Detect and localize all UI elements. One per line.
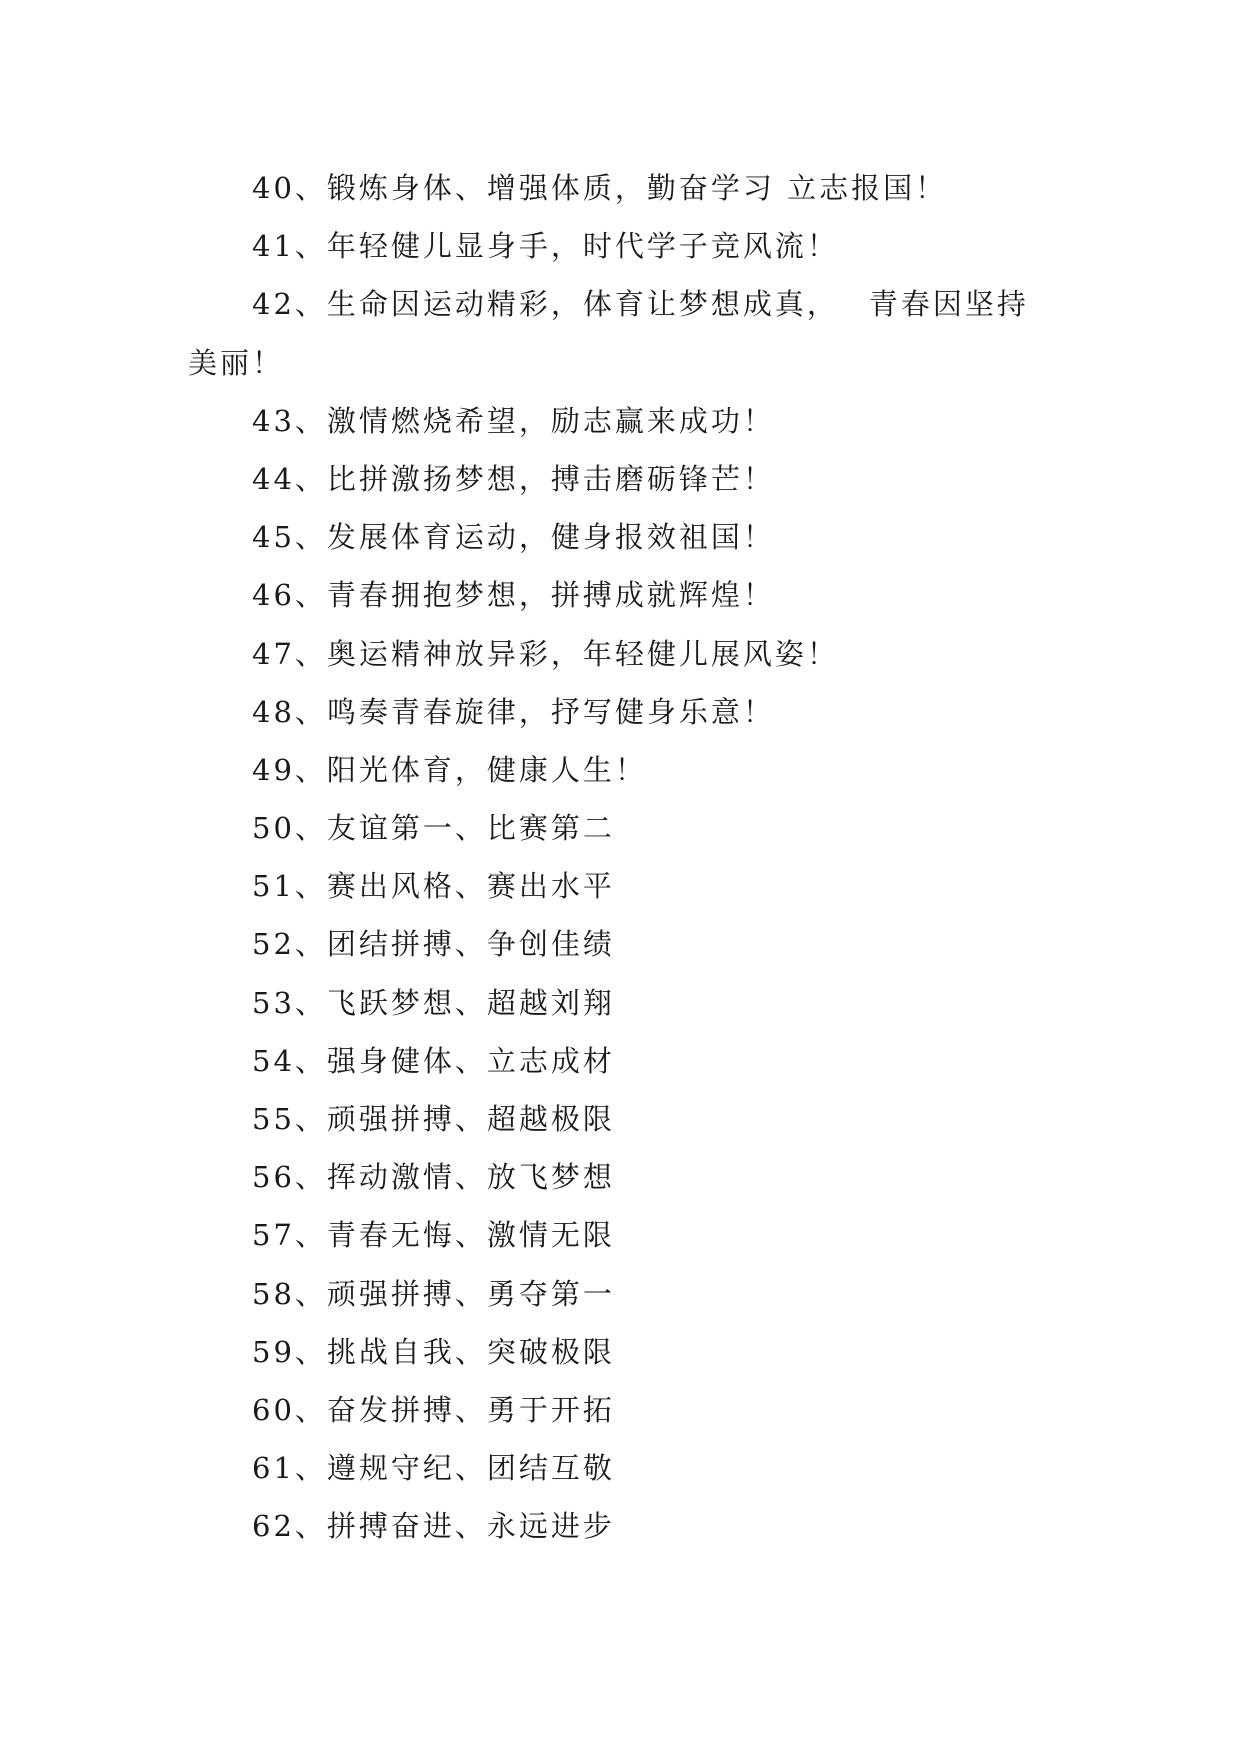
list-item: 53、飞跃梦想、超越刘翔 (252, 985, 615, 1020)
list-item: 50、友谊第一、比赛第二 (252, 811, 615, 846)
list-item: 44、比拼激扬梦想，搏击磨砺锋芒！ (252, 461, 775, 496)
list-item: 56、挥动激情、放飞梦想 (252, 1160, 615, 1195)
list-item: 60、奋发拼搏、勇于开拓 (252, 1392, 615, 1427)
list-item-text: 青春因坚持 (868, 287, 1029, 322)
list-item: 61、遵规守纪、团结互敬 (252, 1451, 615, 1486)
slogan-list (188, 159, 1060, 1556)
list-item: 48、鸣奏青春旋律，抒写健身乐意！ (252, 694, 775, 729)
list-item: 52、团结拼搏、争创佳绩 (252, 927, 615, 962)
list-item: 58、顽强拼搏、勇夺第一 (252, 1276, 615, 1311)
list-item-continuation: 美丽！ (188, 345, 285, 380)
list-item: 47、奥运精神放异彩，年轻健儿展风姿！ (252, 636, 839, 671)
list-item (188, 275, 1060, 333)
list-item: 40、锻炼身体、增强体质，勤奋学习 立志报国！ (252, 171, 948, 205)
list-item: 45、发展体育运动，健身报效祖国！ (252, 520, 775, 555)
list-item: 49、阳光体育，健康人生！ (252, 752, 647, 787)
list-item: 41、年轻健儿显身手，时代学子竞风流！ (252, 229, 839, 264)
list-item: 51、赛出风格、赛出水平 (252, 869, 615, 904)
list-item: 54、强身健体、立志成材 (252, 1043, 615, 1078)
list-item: 43、激情燃烧希望，励志赢来成功！ (252, 403, 775, 438)
list-item: 57、青春无悔、激情无限 (252, 1218, 615, 1253)
list-item: 59、挑战自我、突破极限 (252, 1334, 615, 1369)
list-item: 55、顽强拼搏、超越极限 (252, 1102, 615, 1136)
list-item-text: 42、生命因运动精彩，体育让梦想成真， (252, 287, 839, 322)
list-item: 62、拼搏奋进、永远进步 (252, 1509, 615, 1544)
list-item: 46、青春拥抱梦想，拼搏成就辉煌！ (252, 578, 775, 613)
